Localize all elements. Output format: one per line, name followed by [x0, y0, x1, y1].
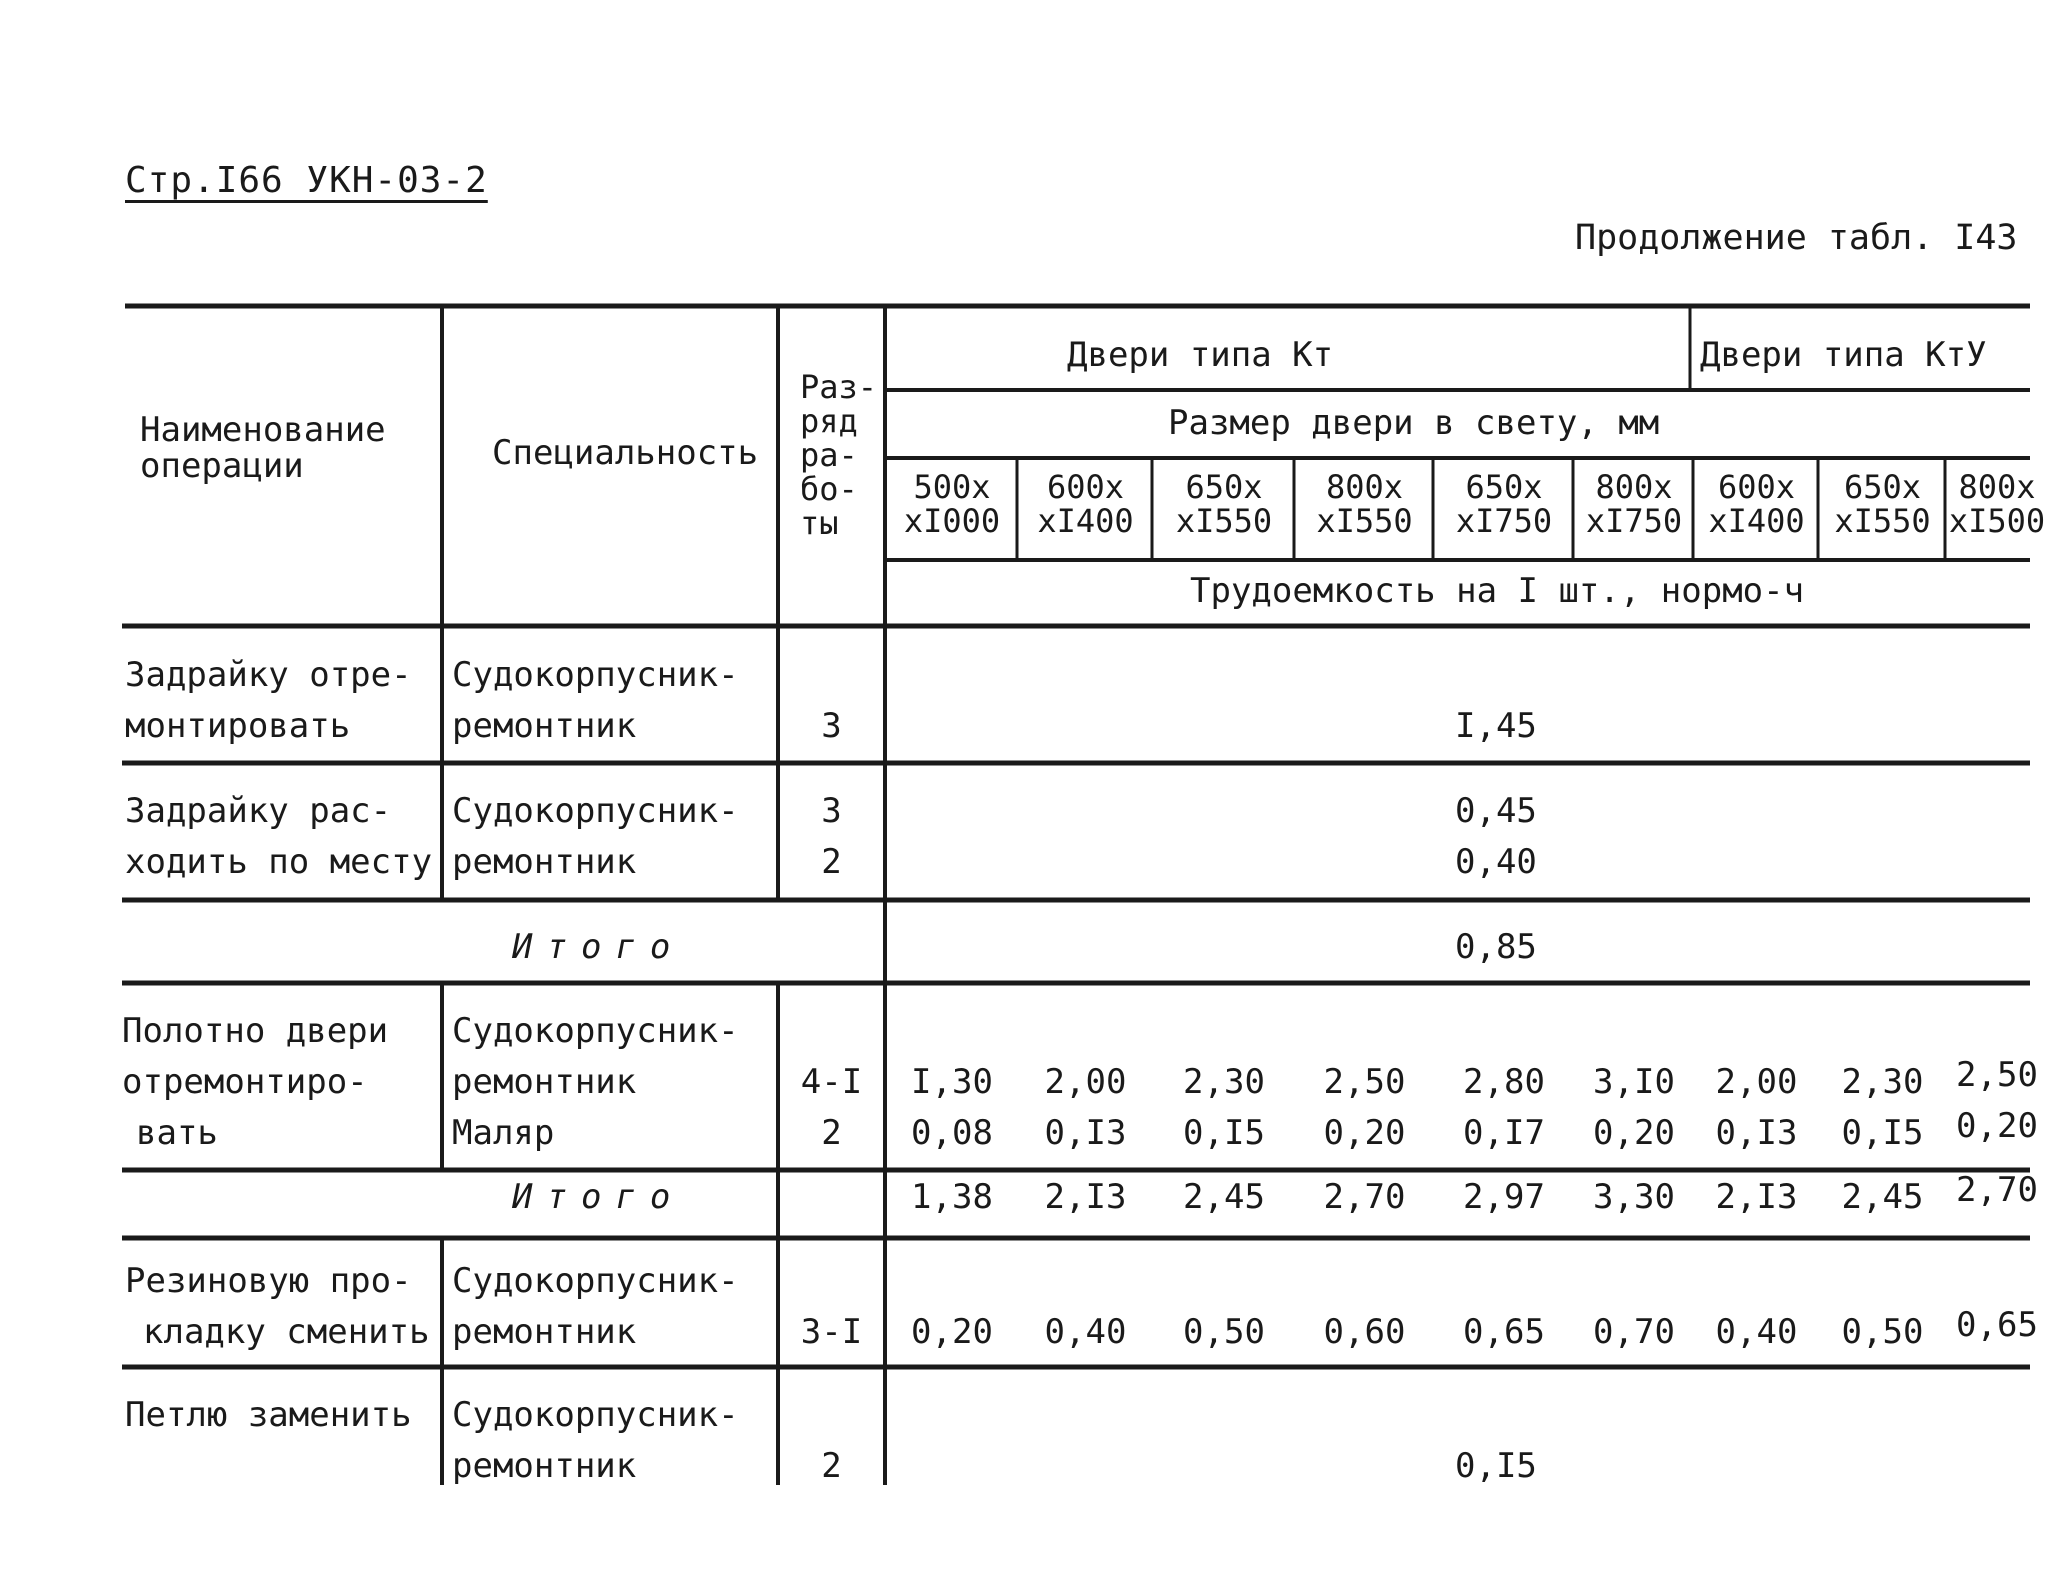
value-cell: I,30 0,08: [911, 1062, 993, 1153]
group-kt-header: Двери типа Кт: [1067, 335, 1334, 375]
total2-label: Итого: [512, 1177, 685, 1217]
total-cell: 2,70: [1323, 1177, 1406, 1217]
col-specialty-header: Специальность: [492, 433, 759, 473]
value-cell: 2,50 0,20: [1956, 1055, 2038, 1146]
total-cell: 1,38: [911, 1177, 993, 1217]
row5-operation: Петлю заменить: [125, 1395, 412, 1435]
row4-specialty: Судокорпусник- ремонтник: [452, 1261, 739, 1352]
value-cell: 2,30 0,I5: [1183, 1062, 1265, 1153]
value-cell: 2,00 0,I3: [1044, 1062, 1127, 1153]
size-caption: Размер двери в свету, мм: [1168, 403, 1660, 443]
row1-specialty: Судокорпусник- ремонтник: [452, 655, 739, 746]
value-cell: 2,30 0,I5: [1841, 1062, 1924, 1153]
value-cell: 2,50 0,20: [1323, 1062, 1406, 1153]
total-cell: 2,45: [1183, 1177, 1265, 1217]
size-header: 800x xI500: [1948, 468, 2046, 540]
table-caption: Продолжение табл. I43: [1575, 218, 2018, 258]
size-header: 600x xI400: [1037, 468, 1134, 540]
total-cell: 2,97: [1463, 1177, 1545, 1217]
value-cell: 0,60: [1323, 1312, 1406, 1352]
page-header: Стр.I66 УКН-03-2: [125, 160, 488, 201]
value-cell: 3,I0 0,20: [1593, 1062, 1675, 1153]
total-cell: 2,70: [1956, 1170, 2038, 1210]
value-cell: 2,80 0,I7: [1463, 1062, 1545, 1153]
size-header: 800x xI550: [1316, 468, 1413, 540]
total1-label: Итого: [512, 927, 685, 967]
size-header: 500x xI000: [903, 468, 1001, 540]
value-cell: 0,65: [1463, 1312, 1545, 1352]
size-header: 650x xI550: [1834, 468, 1931, 540]
size-header: 800x xI750: [1585, 468, 1683, 540]
total-cell: 3,30: [1593, 1177, 1675, 1217]
row2-grades: 3 2: [821, 791, 842, 882]
row5-specialty: Судокорпусник- ремонтник: [452, 1395, 739, 1486]
total-cell: 2,45: [1841, 1177, 1924, 1217]
row3-specialty: Судокорпусник- ремонтник Маляр: [452, 1011, 739, 1153]
col-grade-header: Раз- ряд ра- бо- ты: [800, 368, 878, 542]
row3-operation: Полотно двери отремонтиро- вать: [122, 1011, 389, 1153]
row2-values: 0,45 0,40: [1455, 791, 1537, 882]
labor-caption: Трудоемкость на I шт., нормо-ч: [1190, 571, 1805, 611]
row4-grade: 3-I: [800, 1312, 863, 1352]
row1-operation: Задрайку отре- монтировать: [125, 655, 412, 746]
total-cell: 2,I3: [1715, 1177, 1798, 1217]
total-cell: 2,I3: [1044, 1177, 1127, 1217]
value-cell: 0,40: [1044, 1312, 1127, 1352]
col-operation-header: Наименование операции: [140, 410, 386, 486]
row5-grade: 2: [821, 1446, 842, 1486]
row2-specialty: Судокорпусник- ремонтник: [452, 791, 739, 882]
row4-operation: Резиновую про- кладку сменить: [125, 1261, 430, 1352]
row1-grade: 3: [821, 706, 842, 746]
total1-value: 0,85: [1455, 927, 1537, 967]
value-cell: 0,50: [1183, 1312, 1265, 1352]
size-header: 650x xI550: [1175, 468, 1273, 540]
value-cell: 0,40: [1715, 1312, 1798, 1352]
group-ktu-header: Двери типа КтУ: [1700, 335, 1987, 375]
value-cell: 0,70: [1593, 1312, 1675, 1352]
row5-value: 0,I5: [1455, 1446, 1537, 1486]
size-header: 650x xI750: [1455, 468, 1553, 540]
row1-value: I,45: [1455, 706, 1537, 746]
value-cell: 0,20: [911, 1312, 993, 1352]
value-cell: 2,00 0,I3: [1715, 1062, 1798, 1153]
value-cell: 0,65: [1956, 1305, 2038, 1345]
size-header: 600x xI400: [1708, 468, 1805, 540]
value-cell: 0,50: [1841, 1312, 1924, 1352]
row2-operation: Задрайку рас- ходить по месту: [125, 791, 433, 882]
row3-grades: 4-I 2: [800, 1062, 863, 1153]
